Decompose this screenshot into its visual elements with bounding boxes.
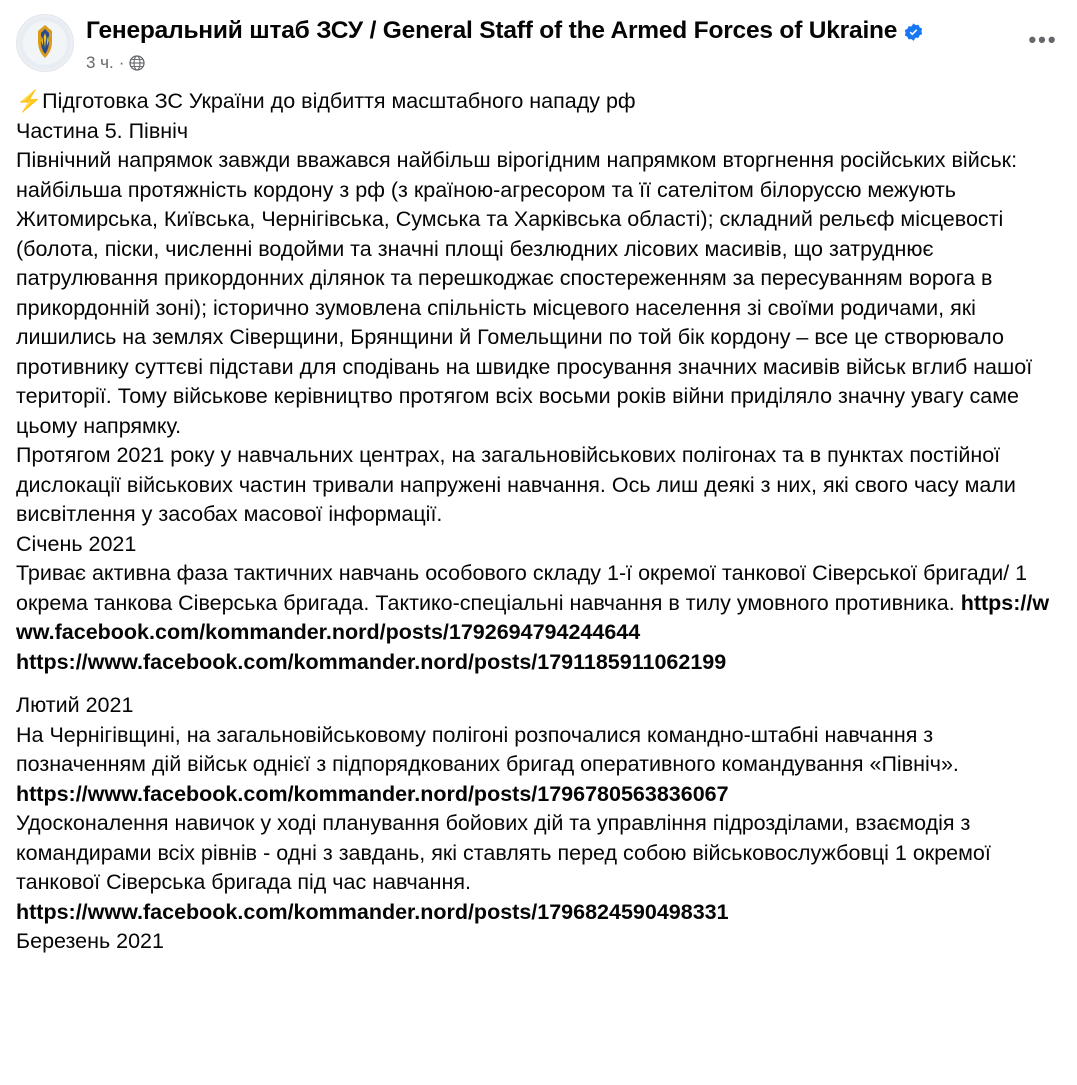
post-title: Підготовка ЗС України до відбиття масштабного нападу рф bbox=[42, 89, 636, 113]
post-paragraph-3-line bbox=[16, 559, 1061, 648]
post-title-line bbox=[16, 87, 1061, 117]
post-meta bbox=[86, 53, 1061, 73]
post-link-3-line bbox=[16, 780, 1061, 810]
page-name[interactable]: Генеральний штаб ЗСУ / General Staff of the Armed Forces of Ukraine bbox=[86, 17, 898, 44]
paragraph-spacer bbox=[16, 677, 1061, 691]
post-month-heading-2: Лютий 2021 bbox=[16, 693, 134, 717]
post-link-3[interactable]: https://www.facebook.com/kommander.nord/posts/1796780563836067 bbox=[16, 781, 729, 806]
high-voltage-emoji: ⚡ bbox=[16, 90, 43, 113]
post-paragraph-4: На Чернігівщині, на загальновійськовому полігоні розпочалися командно-штабні навчання з позначенням дій військ однієї з підпорядкованих бригад оперативного командування «Північ». bbox=[16, 722, 959, 776]
post-link-4[interactable]: https://www.facebook.com/kommander.nord/posts/1796824590498331 bbox=[16, 899, 729, 924]
post-paragraph-2: Протягом 2021 року у навчальних центрах, на загальновійськових полігонах та в пунктах постійної дислокації військових частин тривали напружені навчання. Ось лиш деякі з них, які свого часу мали висвітлення у засобах масової інформації. bbox=[16, 443, 1016, 526]
meta-separator: · bbox=[118, 53, 125, 72]
verified-badge-icon bbox=[903, 22, 924, 43]
author-row bbox=[86, 16, 1061, 46]
post-paragraph-3: Триває активна фаза тактичних навчань особового складу 1-ї окремої танкової Сіверської бригади/ 1 окрема танкова Сіверська бригада. Тактико-спеціальні навчання в тилу умовного противника. bbox=[16, 561, 1028, 615]
post-subtitle: Частина 5. Північ bbox=[16, 118, 189, 143]
post-month-heading-1: Січень 2021 bbox=[16, 531, 137, 556]
post-paragraph-5: Удосконалення навичок у ході планування бойових дій та управління підрозділами, взаємодія з командирами всіх рівнів - одні з завдань, які ставлять перед собою військовослужбовці 1 окремої танкової Сіверська бригада під час навчання. bbox=[16, 811, 991, 894]
post-month-heading-3: Березень 2021 bbox=[16, 929, 164, 953]
post-header-text bbox=[86, 14, 1061, 73]
globe-icon[interactable] bbox=[129, 55, 145, 71]
post-paragraph-1: Північний напрямок завжди вважався найбільш вірогідним напрямком вторгнення російських військ: найбільша протяжність кордону з рф (з країною-агресором та її сателітом білоруссю межують Житомирська, Київська, Чернігівська, Сумська та Харківська області); складний рельєф місцевості (болота, піски, численні водойми та значні площі безлюдних лісових масивів, що затруднює патрулювання прикордонних ділянок та перешкоджає спостереженням за пересуванням ворога в прикордонній зоні); історично зумовлена спільність місцевого населення зі своїми родичами, які лишились на землях Сіверщини, Брянщини й Гомельщини по той бік кордону – все це створювало противнику суттєві підстави для сподівань на швидке просування значних масивів військ вглиб нашої території. Тому військове керівництво протягом всіх восьми років війни приділяло значну увагу саме цьому напрямку. bbox=[16, 148, 1033, 438]
post-content bbox=[16, 87, 1061, 957]
post-time[interactable]: 3 ч. bbox=[86, 53, 114, 72]
ukraine-armed-forces-emblem-icon bbox=[19, 17, 71, 69]
avatar[interactable] bbox=[16, 14, 74, 72]
post-header bbox=[16, 14, 1061, 73]
post-link-2-line bbox=[16, 648, 1061, 678]
post-link-4-line bbox=[16, 898, 1061, 928]
post-link-1[interactable]: https://www.facebook.com/kommander.nord/posts/1792694794244644 bbox=[16, 590, 1050, 644]
post-options-button[interactable]: ••• bbox=[1028, 27, 1058, 52]
post-link-2[interactable]: https://www.facebook.com/kommander.nord/posts/1791185911062199 bbox=[16, 649, 727, 674]
